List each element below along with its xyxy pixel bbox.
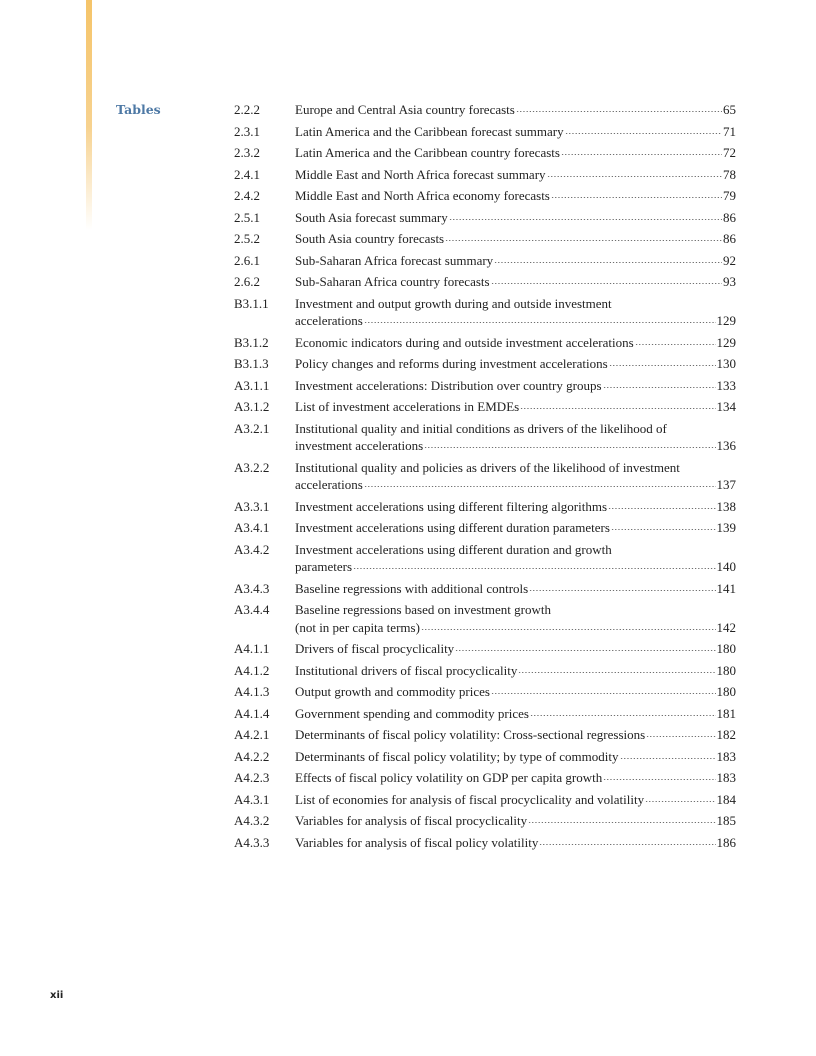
entry-text <box>295 166 736 184</box>
entry-title: Sub-Saharan Africa country forecasts <box>295 274 490 289</box>
page-number: 137 <box>716 477 736 492</box>
entry-title: Determinants of fiscal policy volatility; by type of commodity <box>295 748 619 764</box>
table-number: A4.3.1 <box>234 791 270 807</box>
toc-entry[interactable] <box>234 377 736 395</box>
entry-text <box>295 334 736 352</box>
dot-leader <box>529 590 715 591</box>
table-number: 2.3.1 <box>234 123 260 139</box>
dot-leader <box>609 365 716 366</box>
dot-leader <box>449 219 722 220</box>
entry-text <box>295 144 736 162</box>
entry-title-row <box>295 662 736 680</box>
dot-leader <box>528 822 715 823</box>
entry-text <box>295 355 736 373</box>
page-number: 185 <box>716 813 736 828</box>
page-number: 79 <box>723 188 736 203</box>
page-number: 72 <box>723 145 736 160</box>
table-number: A4.1.2 <box>234 662 270 678</box>
entry-title-row <box>295 812 736 830</box>
dot-leader <box>494 262 722 263</box>
dot-leader <box>421 629 716 630</box>
entry-title-row <box>295 377 736 395</box>
table-number: 2.2.2 <box>234 102 260 117</box>
page-number: 140 <box>716 559 736 574</box>
entry-title-row <box>295 476 736 494</box>
toc-entry[interactable] <box>234 834 736 852</box>
entry-text <box>295 601 736 636</box>
page-number: 184 <box>716 791 736 807</box>
toc-entry[interactable] <box>234 812 736 830</box>
entry-title-first-line: Institutional quality and initial conditions as drivers of the likelihood of <box>295 420 667 436</box>
entry-title: Investment accelerations using different duration parameters <box>295 520 610 535</box>
entry-title: Latin America and the Caribbean country forecasts <box>295 145 560 160</box>
page-number: 186 <box>716 834 736 850</box>
page-number: 65 <box>723 102 736 117</box>
toc-entry[interactable] <box>234 791 736 809</box>
table-number: 2.3.2 <box>234 145 260 160</box>
table-number: A3.2.1 <box>234 420 270 436</box>
entry-text <box>295 834 736 852</box>
table-number: A4.1.1 <box>234 641 270 656</box>
entry-title: Latin America and the Caribbean forecast summary <box>295 123 564 139</box>
entry-title-row <box>295 619 736 637</box>
toc-entry[interactable] <box>234 705 736 723</box>
entry-text <box>295 209 736 227</box>
entry-text <box>295 769 736 787</box>
dot-leader <box>539 844 715 845</box>
page-number: 180 <box>716 662 736 678</box>
entry-title-first-line: Investment accelerations using different duration and growth <box>295 541 612 557</box>
entry-title: Variables for analysis of fiscal procyclicality <box>295 813 528 828</box>
table-number: A3.1.2 <box>234 399 270 414</box>
entry-text <box>295 295 736 330</box>
toc-entry[interactable] <box>234 144 736 162</box>
page-number: 86 <box>723 209 736 225</box>
dot-leader <box>520 408 715 409</box>
table-number: A3.4.2 <box>234 541 270 557</box>
toc-entry[interactable] <box>234 683 736 701</box>
dot-leader <box>551 197 722 198</box>
entry-title: Investment accelerations using different filtering algorithms <box>295 498 608 514</box>
table-number: 2.5.1 <box>234 209 260 225</box>
dot-leader <box>561 154 722 155</box>
entry-title: List of investment accelerations in EMDEs <box>295 399 520 414</box>
entry-title-row <box>295 334 736 352</box>
entry-title: Economic indicators during and outside investment accelerations <box>295 334 634 350</box>
toc-entry[interactable] <box>234 123 736 141</box>
entry-text <box>295 748 736 766</box>
toc-entry[interactable] <box>234 334 736 352</box>
entry-title: List of economies for analysis of fiscal procyclicality and volatility <box>295 791 645 807</box>
table-number: B3.1.1 <box>234 295 269 311</box>
entry-text <box>295 541 736 576</box>
toc-entry[interactable] <box>234 166 736 184</box>
entry-text <box>295 101 736 119</box>
entry-text <box>295 498 736 516</box>
entry-title: Investment accelerations: Distribution over country groups <box>295 377 602 393</box>
entry-title: Institutional drivers of fiscal procyclicality <box>295 662 518 678</box>
entry-title: Determinants of fiscal policy volatility: Cross-sectional regressions <box>295 727 646 742</box>
toc-entry[interactable] <box>234 398 736 416</box>
toc-entry[interactable] <box>234 662 736 680</box>
entry-title-row <box>295 144 736 162</box>
page-number: 133 <box>716 377 736 393</box>
dot-leader <box>491 693 716 694</box>
dot-leader <box>635 344 716 345</box>
entry-text <box>295 377 736 395</box>
entry-title-row <box>295 252 736 270</box>
dot-leader <box>530 715 716 716</box>
entry-text <box>295 273 736 291</box>
toc-entry[interactable] <box>234 230 736 248</box>
dot-leader <box>364 486 716 487</box>
entry-text <box>295 230 736 248</box>
entry-title-row <box>295 726 736 744</box>
entry-title: Europe and Central Asia country forecasts <box>295 102 515 117</box>
page-number: 183 <box>716 748 736 764</box>
dot-leader <box>455 650 715 651</box>
entry-title-row <box>295 558 736 576</box>
entry-title-row <box>295 166 736 184</box>
toc-entry[interactable] <box>234 101 736 119</box>
table-number: A3.2.2 <box>234 459 270 475</box>
page-number: 141 <box>716 580 736 596</box>
toc-entry[interactable] <box>234 252 736 270</box>
entry-text <box>295 187 736 205</box>
page-number: 129 <box>716 334 736 350</box>
entry-title: Baseline regressions with additional controls <box>295 580 529 596</box>
dot-leader <box>491 283 722 284</box>
entry-title-row <box>295 355 736 373</box>
entry-title: parameters <box>295 559 353 574</box>
dot-leader <box>645 801 715 802</box>
entry-text <box>295 791 736 809</box>
page-number: 134 <box>716 399 736 414</box>
entry-title-row <box>295 519 736 537</box>
entry-text <box>295 683 736 701</box>
page-number: 182 <box>716 727 736 742</box>
dot-leader <box>603 387 716 388</box>
page-number: 92 <box>723 252 736 268</box>
entry-title: Effects of fiscal policy volatility on GDP per capita growth <box>295 770 603 785</box>
table-number: A4.2.1 <box>234 727 270 742</box>
table-number: A4.2.3 <box>234 770 270 785</box>
table-number: A4.2.2 <box>234 748 270 764</box>
toc-entry[interactable] <box>234 420 736 455</box>
page-number: 180 <box>716 684 736 699</box>
entry-title: Drivers of fiscal procyclicality <box>295 641 455 656</box>
page-number: 183 <box>716 770 736 785</box>
entry-title-first-line: Institutional quality and policies as drivers of the likelihood of investment <box>295 459 680 475</box>
table-number: 2.6.1 <box>234 252 260 268</box>
entry-title: Middle East and North Africa economy forecasts <box>295 188 550 203</box>
entry-title-row <box>295 748 736 766</box>
toc-entry[interactable] <box>234 769 736 787</box>
dot-leader <box>611 529 716 530</box>
page-number: 139 <box>716 520 736 535</box>
page-folio: xii <box>50 990 64 1001</box>
entry-text <box>295 726 736 744</box>
page-number: 71 <box>723 123 736 139</box>
entry-title-row <box>295 640 736 658</box>
table-number: A4.1.3 <box>234 684 270 699</box>
entry-text <box>295 519 736 537</box>
table-number: A3.4.1 <box>234 520 270 535</box>
margin-accent-stripe <box>86 0 92 230</box>
dot-leader <box>364 322 716 323</box>
page-number: 78 <box>723 166 736 182</box>
entry-text <box>295 459 736 494</box>
table-number: 2.5.2 <box>234 231 260 246</box>
dot-leader <box>547 176 722 177</box>
entry-text <box>295 420 736 455</box>
entry-title: Sub-Saharan Africa forecast summary <box>295 252 494 268</box>
entry-title: investment accelerations <box>295 438 424 453</box>
entry-title: accelerations <box>295 313 363 328</box>
entry-title-row <box>295 101 736 119</box>
entry-title: Policy changes and reforms during investment accelerations <box>295 356 608 371</box>
dot-leader <box>445 240 722 241</box>
table-number: A4.3.2 <box>234 813 270 828</box>
entry-title-row <box>295 123 736 141</box>
toc-entry[interactable] <box>234 541 736 576</box>
toc-entry[interactable] <box>234 355 736 373</box>
entry-title-row <box>295 187 736 205</box>
toc-entry[interactable] <box>234 459 736 494</box>
entry-title: South Asia country forecasts <box>295 231 445 246</box>
page-number: 181 <box>716 705 736 721</box>
entry-title: accelerations <box>295 477 363 492</box>
dot-leader <box>603 779 715 780</box>
page-number: 142 <box>716 619 736 635</box>
dot-leader <box>518 672 715 673</box>
table-number: A3.4.4 <box>234 602 270 617</box>
entry-text <box>295 662 736 680</box>
entry-title-row <box>295 498 736 516</box>
page-number: 180 <box>716 641 736 656</box>
entry-title-row <box>295 209 736 227</box>
page-number: 86 <box>723 231 736 246</box>
table-number: B3.1.3 <box>234 356 269 371</box>
dot-leader <box>516 111 722 112</box>
toc-entry[interactable] <box>234 187 736 205</box>
table-number: A4.1.4 <box>234 705 270 721</box>
entry-text <box>295 252 736 270</box>
entry-title-row <box>295 273 736 291</box>
toc-entry[interactable] <box>234 519 736 537</box>
dot-leader <box>620 758 716 759</box>
entry-title-row <box>295 683 736 701</box>
dot-leader <box>424 447 715 448</box>
entry-title: South Asia forecast summary <box>295 209 448 225</box>
entry-text <box>295 812 736 830</box>
entry-title: Middle East and North Africa forecast summary <box>295 166 546 182</box>
entry-title-row <box>295 437 736 455</box>
entry-title: Output growth and commodity prices <box>295 684 490 699</box>
tables-list <box>234 101 736 855</box>
toc-entry[interactable] <box>234 580 736 598</box>
toc-entry[interactable] <box>234 273 736 291</box>
entry-text <box>295 705 736 723</box>
page-number: 130 <box>716 356 736 371</box>
toc-entry[interactable] <box>234 295 736 330</box>
entry-title: (not in per capita terms) <box>295 619 420 635</box>
table-number: A4.3.3 <box>234 834 270 850</box>
entry-title-row <box>295 769 736 787</box>
entry-title-row <box>295 705 736 723</box>
section-label: Tables <box>116 102 161 117</box>
entry-title-row <box>295 312 736 330</box>
entry-title-first-line: Investment and output growth during and outside investment <box>295 295 612 311</box>
entry-title-row <box>295 230 736 248</box>
entry-text <box>295 123 736 141</box>
entry-title-row <box>295 580 736 598</box>
table-number: B3.1.2 <box>234 334 269 350</box>
table-number: A3.4.3 <box>234 580 270 596</box>
dot-leader <box>646 736 715 737</box>
toc-entry[interactable] <box>234 726 736 744</box>
toc-entry[interactable] <box>234 640 736 658</box>
entry-text <box>295 580 736 598</box>
entry-text <box>295 398 736 416</box>
table-number: A3.1.1 <box>234 377 270 393</box>
table-number: A3.3.1 <box>234 498 270 514</box>
dot-leader <box>565 133 722 134</box>
page-number: 129 <box>716 313 736 328</box>
table-number: 2.6.2 <box>234 274 260 289</box>
page-number: 93 <box>723 274 736 289</box>
entry-title: Government spending and commodity prices <box>295 705 529 721</box>
entry-title-first-line: Baseline regressions based on investment growth <box>295 602 551 617</box>
entry-title-row <box>295 834 736 852</box>
page-number: 138 <box>716 498 736 514</box>
dot-leader <box>353 568 715 569</box>
entry-text <box>295 640 736 658</box>
entry-title-row <box>295 398 736 416</box>
toc-entry[interactable] <box>234 748 736 766</box>
table-number: 2.4.1 <box>234 166 260 182</box>
toc-entry[interactable] <box>234 601 736 636</box>
entry-title-row <box>295 791 736 809</box>
table-number: 2.4.2 <box>234 188 260 203</box>
page-number: 136 <box>716 438 736 453</box>
toc-entry[interactable] <box>234 498 736 516</box>
toc-entry[interactable] <box>234 209 736 227</box>
entry-title: Variables for analysis of fiscal policy volatility <box>295 834 539 850</box>
dot-leader <box>608 508 715 509</box>
